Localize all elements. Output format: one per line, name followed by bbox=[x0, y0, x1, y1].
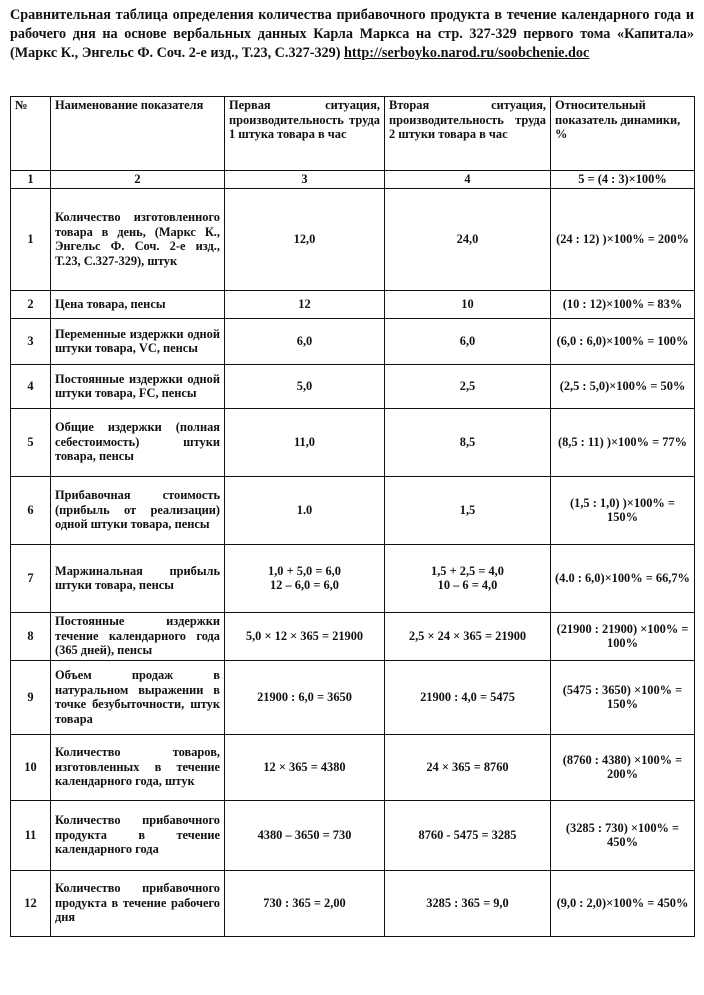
indicator-name: Количество прибавочного продукта в течение рабочего дня bbox=[51, 870, 225, 936]
header-indicator: Наименование показателя bbox=[51, 97, 225, 171]
relative-index-value: (10 : 12)×100% = 83% bbox=[551, 290, 695, 318]
row-number: 9 bbox=[11, 660, 51, 734]
comparison-table bbox=[10, 96, 695, 937]
indicator-name: Маржинальная прибыль штуки товара, пенсы bbox=[51, 544, 225, 612]
first-situation-value: 1,0 + 5,0 = 6,0 12 – 6,0 = 6,0 bbox=[225, 544, 385, 612]
relative-index-value: (21900 : 21900) ×100% = 100% bbox=[551, 612, 695, 660]
column-index-row bbox=[11, 171, 695, 189]
first-situation-value: 12 × 365 = 4380 bbox=[225, 734, 385, 800]
indicator-name: Цена товара, пенсы bbox=[51, 290, 225, 318]
relative-index-value: (4.0 : 6,0)×100% = 66,7% bbox=[551, 544, 695, 612]
indicator-name: Количество товаров, изготовленных в течение календарного года, штук bbox=[51, 734, 225, 800]
header-row bbox=[11, 97, 695, 171]
relative-index-value: (8,5 : 11) )×100% = 77% bbox=[551, 408, 695, 476]
col-index-4: 4 bbox=[385, 171, 551, 189]
col-index-2: 2 bbox=[51, 171, 225, 189]
first-situation-value: 4380 – 3650 = 730 bbox=[225, 800, 385, 870]
row-number: 10 bbox=[11, 734, 51, 800]
table-row bbox=[11, 800, 695, 870]
indicator-name: Постоянные издержки течение календарного года (365 дней), пенсы bbox=[51, 612, 225, 660]
second-situation-value: 1,5 bbox=[385, 476, 551, 544]
table-row bbox=[11, 612, 695, 660]
first-situation-value: 5,0 × 12 × 365 = 21900 bbox=[225, 612, 385, 660]
first-situation-value: 11,0 bbox=[225, 408, 385, 476]
first-situation-value: 730 : 365 = 2,00 bbox=[225, 870, 385, 936]
first-situation-value: 12,0 bbox=[225, 188, 385, 290]
first-situation-value: 1.0 bbox=[225, 476, 385, 544]
second-situation-value: 1,5 + 2,5 = 4,0 10 – 6 = 4,0 bbox=[385, 544, 551, 612]
relative-index-value: (1,5 : 1,0) )×100% = 150% bbox=[551, 476, 695, 544]
indicator-name: Количество прибавочного продукта в течение календарного года bbox=[51, 800, 225, 870]
indicator-name: Общие издержки (полная себестоимость) штуки товара, пенсы bbox=[51, 408, 225, 476]
second-situation-value: 2,5 × 24 × 365 = 21900 bbox=[385, 612, 551, 660]
table-row bbox=[11, 544, 695, 612]
col-index-3: 3 bbox=[225, 171, 385, 189]
relative-index-value: (8760 : 4380) ×100% = 200% bbox=[551, 734, 695, 800]
row-number: 7 bbox=[11, 544, 51, 612]
source-link[interactable]: http://serboyko.narod.ru/soobchenie.doc bbox=[344, 45, 590, 61]
second-situation-value: 3285 : 365 = 9,0 bbox=[385, 870, 551, 936]
table-row bbox=[11, 476, 695, 544]
table-row bbox=[11, 188, 695, 290]
table-row bbox=[11, 408, 695, 476]
row-number: 4 bbox=[11, 364, 51, 408]
header-relative-index: Относительный показатель динамики, % bbox=[551, 97, 695, 171]
row-number: 5 bbox=[11, 408, 51, 476]
first-situation-value: 5,0 bbox=[225, 364, 385, 408]
title-text: Сравнительная таблица определения количества прибавочного продукта в течение календарного года и рабочего дня на основе вербальных данных Карла Маркса на стр. 327-329 первого тома «Капитала» (Маркс К., Энгельс Ф. Соч. 2-е изд., Т.23, С.327-329) bbox=[10, 7, 694, 61]
second-situation-value: 2,5 bbox=[385, 364, 551, 408]
indicator-name: Постоянные издержки одной штуки товара, FC, пенсы bbox=[51, 364, 225, 408]
relative-index-value: (9,0 : 2,0)×100% = 450% bbox=[551, 870, 695, 936]
second-situation-value: 10 bbox=[385, 290, 551, 318]
header-first-situation: Первая ситуация, производительность труда 1 штука товара в час bbox=[225, 97, 385, 171]
relative-index-value: (2,5 : 5,0)×100% = 50% bbox=[551, 364, 695, 408]
relative-index-value: (5475 : 3650) ×100% = 150% bbox=[551, 660, 695, 734]
indicator-name: Количество изготовленного товара в день, (Маркс К., Энгельс Ф. Соч. 2-е изд., Т.23, С.327-329), штук bbox=[51, 188, 225, 290]
header-second-situation: Вторая ситуация, производительность труда 2 штуки товара в час bbox=[385, 97, 551, 171]
second-situation-value: 24,0 bbox=[385, 188, 551, 290]
row-number: 8 bbox=[11, 612, 51, 660]
col-index-5: 5 = (4 : 3)×100% bbox=[551, 171, 695, 189]
table-row bbox=[11, 318, 695, 364]
relative-index-value: (24 : 12) )×100% = 200% bbox=[551, 188, 695, 290]
indicator-name: Переменные издержки одной штуки товара, VC, пенсы bbox=[51, 318, 225, 364]
second-situation-value: 8760 - 5475 = 3285 bbox=[385, 800, 551, 870]
document-title bbox=[10, 6, 694, 63]
row-number: 11 bbox=[11, 800, 51, 870]
first-situation-value: 6,0 bbox=[225, 318, 385, 364]
indicator-name: Прибавочная стоимость (прибыль от реализации) одной штуки товара, пенсы bbox=[51, 476, 225, 544]
table-row bbox=[11, 364, 695, 408]
row-number: 1 bbox=[11, 188, 51, 290]
second-situation-value: 8,5 bbox=[385, 408, 551, 476]
row-number: 12 bbox=[11, 870, 51, 936]
row-number: 2 bbox=[11, 290, 51, 318]
relative-index-value: (3285 : 730) ×100% = 450% bbox=[551, 800, 695, 870]
header-number: № bbox=[11, 97, 51, 171]
row-number: 3 bbox=[11, 318, 51, 364]
table-row bbox=[11, 660, 695, 734]
table-body bbox=[11, 188, 695, 936]
relative-index-value: (6,0 : 6,0)×100% = 100% bbox=[551, 318, 695, 364]
second-situation-value: 21900 : 4,0 = 5475 bbox=[385, 660, 551, 734]
first-situation-value: 21900 : 6,0 = 3650 bbox=[225, 660, 385, 734]
indicator-name: Объем продаж в натуральном выражении в точке безубыточности, штук товара bbox=[51, 660, 225, 734]
table-row bbox=[11, 870, 695, 936]
second-situation-value: 24 × 365 = 8760 bbox=[385, 734, 551, 800]
col-index-1: 1 bbox=[11, 171, 51, 189]
table-row bbox=[11, 290, 695, 318]
second-situation-value: 6,0 bbox=[385, 318, 551, 364]
row-number: 6 bbox=[11, 476, 51, 544]
table-row bbox=[11, 734, 695, 800]
first-situation-value: 12 bbox=[225, 290, 385, 318]
